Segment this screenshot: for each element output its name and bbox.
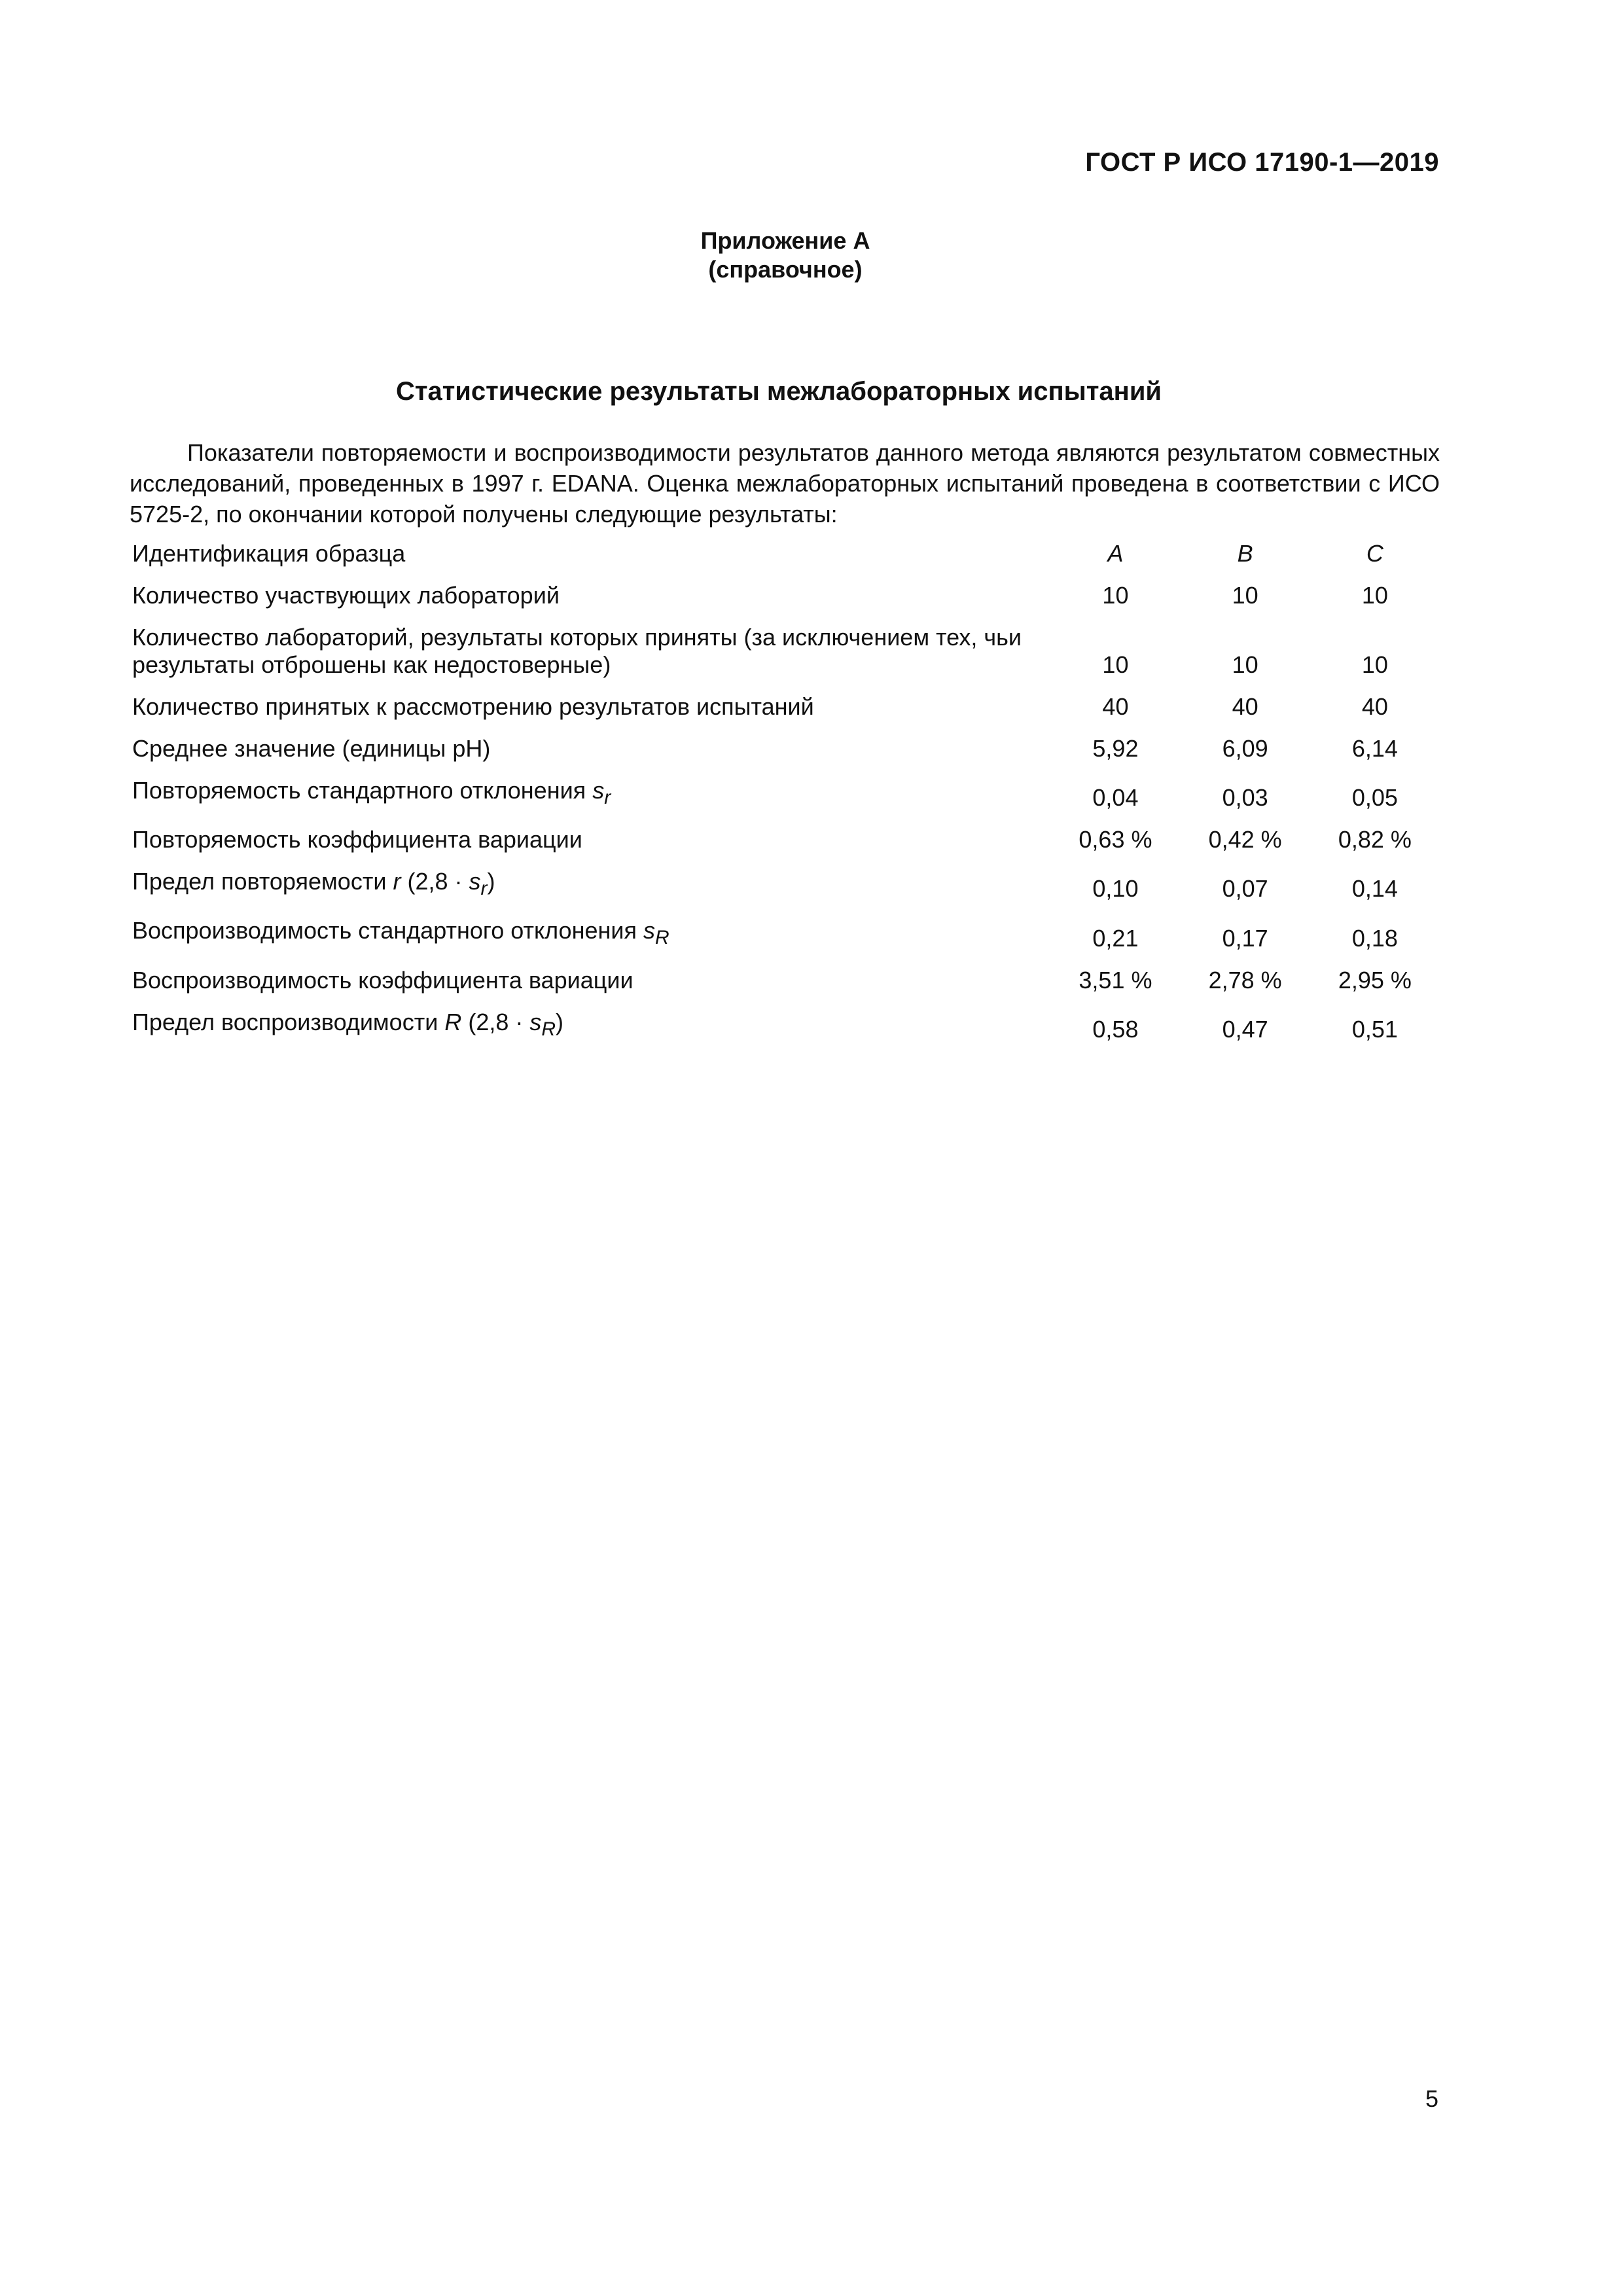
row-value-b: 0,03 — [1222, 784, 1268, 812]
table-row — [124, 770, 1440, 819]
row-value-c: 0,51 — [1351, 1015, 1398, 1043]
intro-paragraph: Показатели повторяемости и воспроизводимости результатов данного метода являются результатом совместных исследований, проведенных в 1997 г. EDANA. Оценка межлабораторных испытаний проведена в соответствии с ИСО 5725-2, по окончании которой получены следующие результаты: — [130, 439, 1440, 528]
row-value-c: 2,95 % — [1338, 966, 1412, 994]
row-value-c: 10 — [1361, 651, 1388, 678]
document-code: ГОСТ Р ИСО 17190-1—2019 — [1085, 148, 1439, 177]
row-label: Среднее значение (единицы pH) — [132, 735, 491, 762]
table-row — [124, 1001, 1440, 1050]
row-label-text: Предел повторяемости — [132, 868, 387, 895]
symbol: s — [643, 917, 655, 944]
results-table — [124, 533, 1440, 1050]
row-label — [124, 910, 1050, 959]
annex-heading — [0, 226, 1571, 284]
annex-title: Приложение А — [700, 227, 870, 254]
row-value-a: 5,92 — [1092, 735, 1139, 762]
table-row — [124, 728, 1440, 770]
row-label: Воспроизводимость коэффициента вариации — [132, 966, 633, 994]
row-value-b: 6,09 — [1222, 735, 1268, 762]
row-value-a: 0,10 — [1092, 875, 1139, 903]
row-value-c: 6,14 — [1351, 735, 1398, 762]
row-value-a: 0,21 — [1092, 924, 1139, 952]
row-value-b: 0,07 — [1222, 875, 1268, 903]
section-title: Статистические результаты межлабораторных испытаний — [395, 377, 1162, 406]
row-label: Количество участвующих лабораторий — [132, 582, 560, 609]
row-value-a: 3,51 % — [1079, 966, 1152, 994]
table-row — [124, 819, 1440, 861]
symbol: s — [592, 777, 605, 804]
row-value-b: 10 — [1232, 582, 1258, 609]
symbol: s — [469, 868, 481, 895]
letter-symbol: R — [444, 1008, 462, 1035]
row-value-c: 10 — [1361, 582, 1388, 609]
table-row — [124, 686, 1440, 728]
row-label — [124, 861, 1050, 910]
row-value-a: 0,63 % — [1079, 826, 1152, 853]
row-label-text: Предел воспроизводимости — [132, 1008, 438, 1035]
header-label: Идентификация образца — [132, 540, 406, 567]
row-value-b: 0,42 % — [1208, 826, 1282, 853]
row-label: Количество принятых к рассмотрению результатов испытаний — [132, 693, 814, 720]
row-label — [124, 770, 1050, 819]
symbol-subscript: r — [604, 787, 611, 809]
formula-open: (2,8 · — [407, 868, 469, 895]
letter-symbol: r — [393, 868, 401, 895]
header-col-b: B — [1237, 540, 1253, 567]
row-value-b: 2,78 % — [1208, 966, 1282, 994]
table-row — [124, 960, 1440, 1001]
row-value-b: 0,47 — [1222, 1015, 1268, 1043]
row-value-b: 10 — [1232, 651, 1258, 678]
table-row — [124, 910, 1440, 959]
row-value-a: 0,04 — [1092, 784, 1139, 812]
row-value-a: 10 — [1102, 582, 1129, 609]
row-label — [124, 1001, 1050, 1050]
row-label-text: Воспроизводимость стандартного отклонения — [132, 917, 637, 944]
symbol-subscript: R — [541, 1018, 556, 1040]
header-col-c: C — [1366, 540, 1383, 567]
symbol-subscript: r — [480, 878, 488, 900]
row-value-a: 0,58 — [1092, 1015, 1139, 1043]
row-value-c: 40 — [1361, 693, 1388, 720]
table-row — [124, 861, 1440, 910]
formula-close: ) — [556, 1008, 564, 1035]
row-value-b: 40 — [1232, 693, 1258, 720]
header-col-a: A — [1107, 540, 1124, 567]
formula-close: ) — [487, 868, 495, 895]
table-row — [124, 575, 1440, 617]
annex-status: (справочное) — [708, 256, 863, 283]
row-value-c: 0,14 — [1351, 875, 1398, 903]
page-number: 5 — [1425, 2085, 1438, 2112]
row-value-b: 0,17 — [1222, 924, 1268, 952]
symbol: s — [529, 1008, 542, 1035]
row-label: Повторяемость коэффициента вариации — [132, 826, 582, 853]
row-value-c: 0,82 % — [1338, 826, 1412, 853]
row-value-c: 0,18 — [1351, 924, 1398, 952]
row-value-a: 40 — [1102, 693, 1129, 720]
row-label-text: Повторяемость стандартного отклонения — [132, 777, 586, 804]
row-label: Количество лабораторий, результаты которых приняты (за исключением тех, чьи результаты отброшены как недостоверные) — [132, 624, 1022, 678]
table-row — [124, 617, 1440, 686]
row-value-a: 10 — [1102, 651, 1129, 678]
table-header-row — [124, 533, 1440, 575]
formula-open: (2,8 · — [468, 1008, 530, 1035]
row-value-c: 0,05 — [1351, 784, 1398, 812]
symbol-subscript: R — [654, 927, 669, 949]
